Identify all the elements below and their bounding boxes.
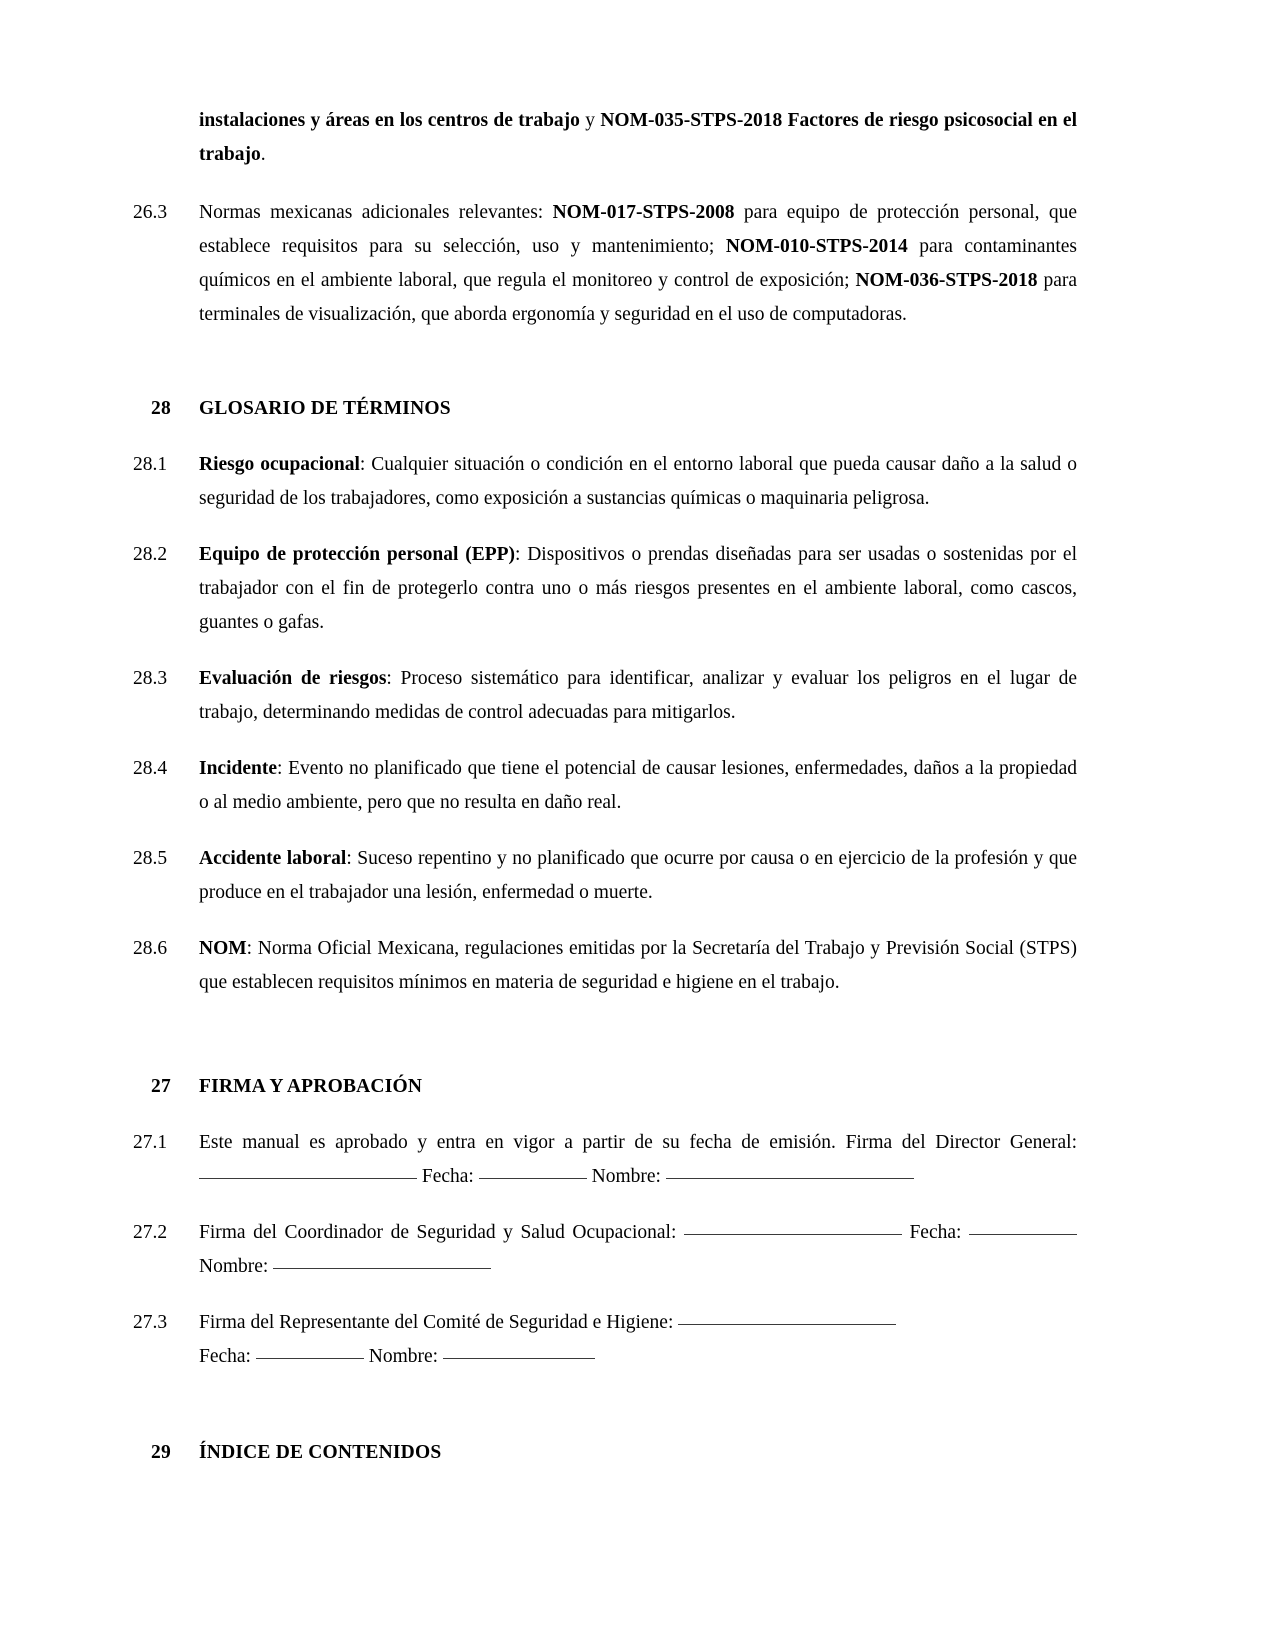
spacer [133,1000,1077,1070]
spacer [133,820,1077,842]
signature-fecha-label: Fecha: [901,1222,969,1243]
signature-nombre-label: Nombre: [199,1256,274,1277]
glossary-item [133,752,1077,820]
section-27-title: FIRMA Y APROBACIÓN [199,1076,423,1097]
clause-26-3-number: 26.3 [133,202,168,223]
signature-item-text [199,1216,1077,1284]
glossary-item-text [199,752,1077,820]
signature-lead-text: Firma del Representante del Comité de Seguridad e Higiene: [199,1312,679,1333]
section-heading-27 [133,1070,1077,1104]
section-27-number: 27 [151,1076,171,1097]
glossary-item-text [199,932,1077,1000]
spacer [133,1374,1077,1436]
fecha-fill-line[interactable] [256,1358,364,1359]
glossary-term: NOM [199,938,247,959]
glossary-term: Riesgo ocupacional [199,454,360,475]
fecha-fill-line[interactable] [479,1178,587,1179]
signature-item-text [199,1306,1077,1374]
signature-fill-line[interactable] [684,1234,902,1235]
continuation-mid: y [579,110,601,131]
signature-fecha-label: Fecha: [199,1346,256,1367]
clause-26-3-t1: Normas mexicanas adicionales relevantes: [199,202,553,223]
nombre-fill-line[interactable] [443,1358,595,1359]
glossary-item-text [199,448,1077,516]
fecha-fill-line[interactable] [969,1234,1077,1235]
spacer [133,516,1077,538]
section-heading-29 [133,1436,1077,1470]
glossary-definition: : Evento no planificado que tiene el potencial de causar lesiones, enfermedades, daños a la propiedad o al medio ambiente, pero que no resulta en daño real. [199,758,1077,813]
section-28-title: GLOSARIO DE TÉRMINOS [199,398,451,419]
glossary-item [133,932,1077,1000]
signature-nombre-label: Nombre: [586,1166,666,1187]
continuation-bold-lead: instalaciones y áreas en los centros de trabajo [199,110,580,131]
spacer [133,640,1077,662]
glossary-definition: : Dispositivos o prendas diseñadas para ser usadas o sostenidas por el trabajador con el fin de protegerlo contra uno o más riesgos presentes en el ambiente laboral, como cascos, guantes o gafas. [199,544,1077,633]
glossary-item [133,842,1077,910]
glossary-item-number: 28.2 [133,544,168,565]
clause-26-3-t4: para terminales de visualización, que aborda ergonomía y seguridad en el uso de computadoras. [199,270,1077,325]
signature-item [133,1216,1077,1284]
signature-fill-line[interactable] [678,1324,896,1325]
signature-lead-text: Este manual es aprobado y entra en vigor a partir de su fecha de emisión. Firma del Director General: [199,1132,1077,1153]
glossary-item-text [199,662,1077,730]
glossary-term: Evaluación de riesgos [199,668,387,689]
signature-fill-line[interactable] [199,1178,417,1179]
glossary-definition: : Norma Oficial Mexicana, regulaciones emitidas por la Secretaría del Trabajo y Previsión Social (STPS) que establecen requisitos mínimos en materia de seguridad e higiene en el trabajo. [199,938,1077,993]
clause-26-3-t2: para equipo de protección personal, que establece requisitos para su selección, uso y mantenimiento; [199,202,1078,257]
spacer [133,910,1077,932]
section-29-title: ÍNDICE DE CONTENIDOS [199,1442,442,1463]
glossary-term: Accidente laboral [199,848,347,869]
spacer [133,1284,1077,1306]
continuation-tail: . [260,144,266,165]
clause-26-3-nom-010: NOM-010-STPS-2014 [725,236,908,257]
signature-lead-text: Firma del Coordinador de Seguridad y Salud Ocupacional: [199,1222,684,1243]
spacer [133,1104,1077,1126]
glossary-item-text [199,538,1077,640]
section-heading-28 [133,392,1077,426]
signature-item-number: 27.2 [133,1222,168,1243]
clause-26-3-text [199,196,1077,332]
continuation-paragraph [199,104,1077,172]
signature-nombre-label: Nombre: [363,1346,443,1367]
glossary-definition: : Cualquier situación o condición en el entorno laboral que pueda causar daño a la salud o seguridad de los trabajadores, como exposición a sustancias químicas o maquinaria peligrosa. [199,454,1077,509]
signature-item [133,1126,1077,1194]
signature-item-number: 27.3 [133,1312,168,1333]
spacer [133,172,1077,196]
clause-26-3-t3: para contaminantes químicos en el ambiente laboral, que regula el monitoreo y control de exposición; [199,236,1077,291]
clause-26-3 [133,196,1077,332]
section-29-number: 29 [151,1442,171,1463]
glossary-term: Incidente [199,758,277,779]
glossary-definition: : Suceso repentino y no planificado que ocurre por causa o en ejercicio de la profesión y que produce en el trabajador una lesión, enfermedad o muerte. [199,848,1077,903]
glossary-item-number: 28.1 [133,454,168,475]
spacer [133,426,1077,448]
clause-26-3-nom-017: NOM-017-STPS-2008 [552,202,735,223]
clause-26-3-nom-036: NOM-036-STPS-2018 [855,270,1038,291]
section-28-number: 28 [151,398,171,419]
nombre-fill-line[interactable] [666,1178,914,1179]
spacer [133,332,1077,392]
glossary-term: Equipo de protección personal (EPP) [199,544,516,565]
glossary-item [133,448,1077,516]
signature-item-number: 27.1 [133,1132,168,1153]
glossary-definition: : Proceso sistemático para identificar, analizar y evaluar los peligros en el lugar de trabajo, determinando medidas de control adecuadas para mitigarlos. [199,668,1078,723]
spacer [133,1194,1077,1216]
continuation-bold-second: NOM-035-STPS-2018 Factores de riesgo psicosocial en el trabajo [199,110,1077,165]
signature-item-text [199,1126,1077,1194]
signature-fecha-label: Fecha: [417,1166,479,1187]
signature-item [133,1306,1077,1374]
glossary-item-number: 28.3 [133,668,168,689]
nombre-fill-line[interactable] [273,1268,491,1269]
glossary-item [133,538,1077,640]
glossary-item-text [199,842,1077,910]
glossary-item-number: 28.6 [133,938,168,959]
glossary-item [133,662,1077,730]
spacer [133,730,1077,752]
glossary-item-number: 28.5 [133,848,168,869]
glossary-item-number: 28.4 [133,758,168,779]
